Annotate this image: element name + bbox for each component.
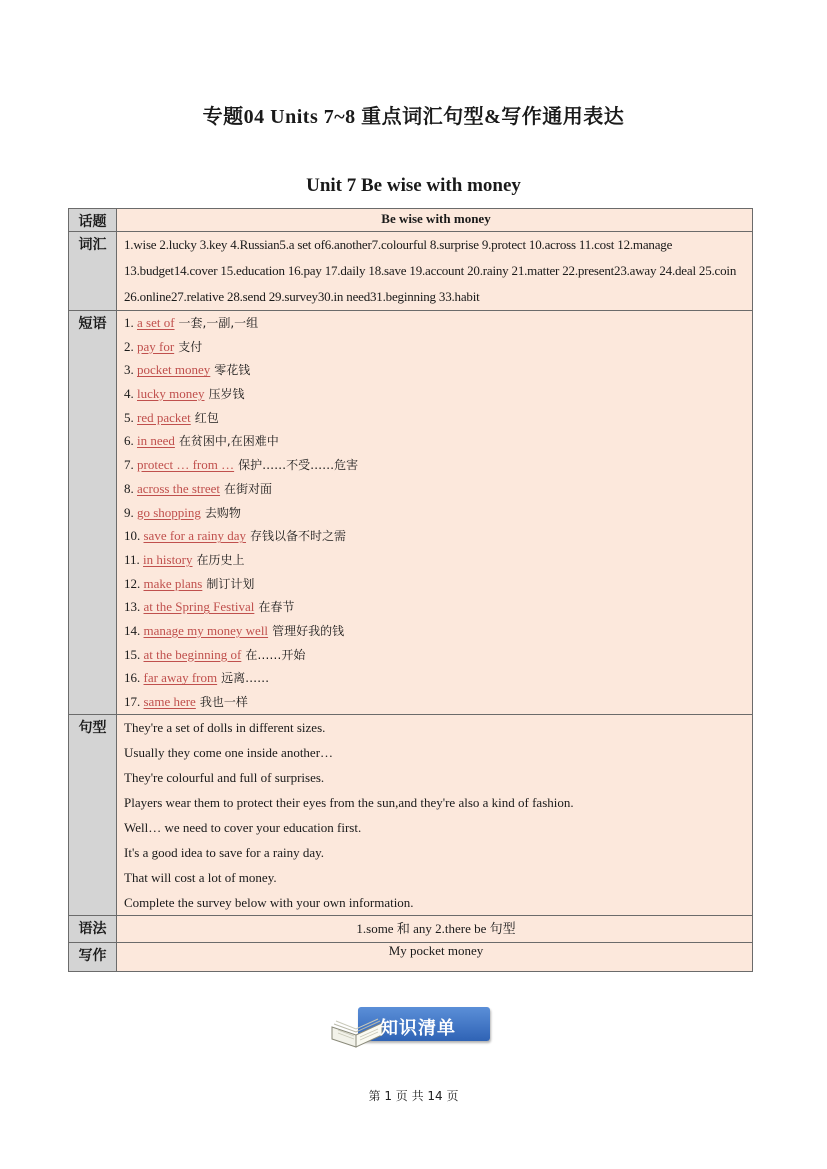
sentence-item: Players wear them to protect their eyes from the sun,and they're also a kind of fashion. [124,794,574,810]
phrase-number: 1. [124,315,134,330]
phrase-english: lucky money [137,386,205,402]
phrase-item [124,311,748,335]
phrase-number: 11. [124,551,140,567]
badge-label: 知识清单 [380,1018,456,1039]
open-book-icon [328,1013,386,1054]
vocab-text: 1.wise 2.lucky 3.key 4.Russian5.a set of6.another7.colourful 8.surprise 9.protect 10.across 11.cost 12.manage 13.budget14.cover 15.education 16.pay 17.daily 18.save 19.account 20.rainy 21.matter 22.present23.away 24.deal 25.coin 26.online27.relative 28.send 29.survey30.in need31.beginning 33.habit [124,237,737,304]
phrase-number: 15. [124,646,141,662]
phrase-chinese: 管理好我的钱 [272,623,345,638]
phrase-number: 6. [124,433,134,449]
phrase-english: across the street [137,480,221,496]
phrases-label: 短语 [69,311,117,715]
phrase-chinese: 远离…… [221,671,270,686]
writing-label: 写作 [69,943,117,972]
phrase-chinese: 我也一样 [199,695,248,709]
phrase-english: pocket money [137,362,211,378]
phrase-item [124,501,748,525]
phrase-item [124,666,748,690]
phrase-chinese: 在贫困中,在困难中 [178,434,279,449]
unit-title: Unit 7 Be wise with money [306,175,521,196]
sentences-label: 句型 [69,714,117,916]
phrase-english: save for a rainy day [143,528,247,544]
phrase-english: manage my money well [143,622,269,638]
knowledge-list-badge [328,1003,494,1049]
phrase-item [124,335,748,359]
phrase-chinese: 存钱以备不时之需 [250,529,347,544]
phrase-number: 17. [124,694,141,709]
phrase-number: 14. [124,622,141,638]
phrase-english: in history [143,551,193,567]
phrase-number: 7. [124,457,134,473]
phrase-item [124,406,748,430]
writing-row [69,943,753,972]
phrase-english: same here [143,694,196,709]
phrase-english: a set of [137,315,175,330]
vocab-row [69,232,753,311]
phrase-number: 16. [124,670,141,686]
phrase-chinese: 在春节 [258,600,295,615]
phrase-item [124,477,748,501]
phrase-item [124,358,748,382]
phrase-item [124,429,748,453]
grammar-text: 1.some 和 any 2.there be 句型 [117,916,753,943]
page-footer: 第 1 页 共 14 页 [368,1089,459,1103]
topic-cell [117,209,753,232]
phrase-number: 4. [124,386,134,402]
grammar-label: 语法 [69,916,117,943]
phrase-chinese: 在……开始 [245,647,306,662]
sentence-item: They're a set of dolls in different sizes. [124,719,326,735]
sentences-row [69,714,753,916]
sentence-item: It's a good idea to save for a rainy day. [124,845,325,861]
phrase-chinese: 压岁钱 [208,387,245,402]
sentence-item: That will cost a lot of money. [124,870,277,886]
sentence-item: Well… we need to cover your education first. [124,820,362,836]
sentence-item: Complete the survey below with your own information. [124,895,414,911]
topic-row [69,209,753,232]
phrase-chinese: 一套,一副,一组 [178,316,259,330]
phrase-english: in need [137,433,175,449]
phrase-english: go shopping [137,504,201,520]
phrase-chinese: 去购物 [204,505,241,520]
phrase-item [124,382,748,406]
phrase-item [124,595,748,619]
phrase-number: 3. [124,362,134,378]
phrase-english: pay for [137,338,175,354]
sentence-item: Usually they come one inside another… [124,744,334,760]
phrase-item [124,572,748,596]
phrase-number: 12. [124,575,141,591]
phrase-chinese: 保护……不受……危害 [238,458,359,473]
writing-text: My pocket money [117,943,753,972]
phrase-english: make plans [143,575,203,591]
phrase-english: at the beginning of [143,646,242,662]
phrase-english: protect … from … [137,457,235,473]
phrase-item [124,643,748,667]
phrase-number: 8. [124,480,134,496]
phrases-cell [117,311,753,715]
sentences-cell [117,714,753,916]
phrase-item [124,619,748,643]
phrase-item [124,548,748,572]
phrase-chinese: 红包 [194,410,219,425]
phrase-chinese: 在历史上 [196,552,245,567]
phrases-row [69,311,753,715]
phrase-item [124,524,748,548]
phrase-item [124,453,748,477]
phrase-number: 2. [124,338,134,354]
phrase-number: 13. [124,599,141,615]
phrase-number: 10. [124,528,141,544]
phrase-chinese: 支付 [178,339,203,354]
phrase-chinese: 制订计划 [206,576,255,591]
grammar-row [69,916,753,943]
phrase-number: 5. [124,409,134,425]
phrase-english: at the Spring Festival [143,599,255,615]
phrase-english: red packet [137,409,191,425]
vocab-cell [117,232,753,311]
phrase-number: 9. [124,504,134,520]
phrase-chinese: 零花钱 [214,363,251,378]
phrase-item [124,690,748,714]
phrase-chinese: 在街对面 [224,481,273,496]
vocab-label: 词汇 [69,232,117,311]
phrase-english: far away from [143,670,218,686]
topic-label: 话题 [69,209,117,232]
topic-text: Be wise with money [381,211,491,226]
sentence-item: They're colourful and full of surprises. [124,769,325,785]
page-title: 专题04 Units 7~8 重点词汇句型&写作通用表达 [202,106,625,128]
summary-table [68,208,753,972]
